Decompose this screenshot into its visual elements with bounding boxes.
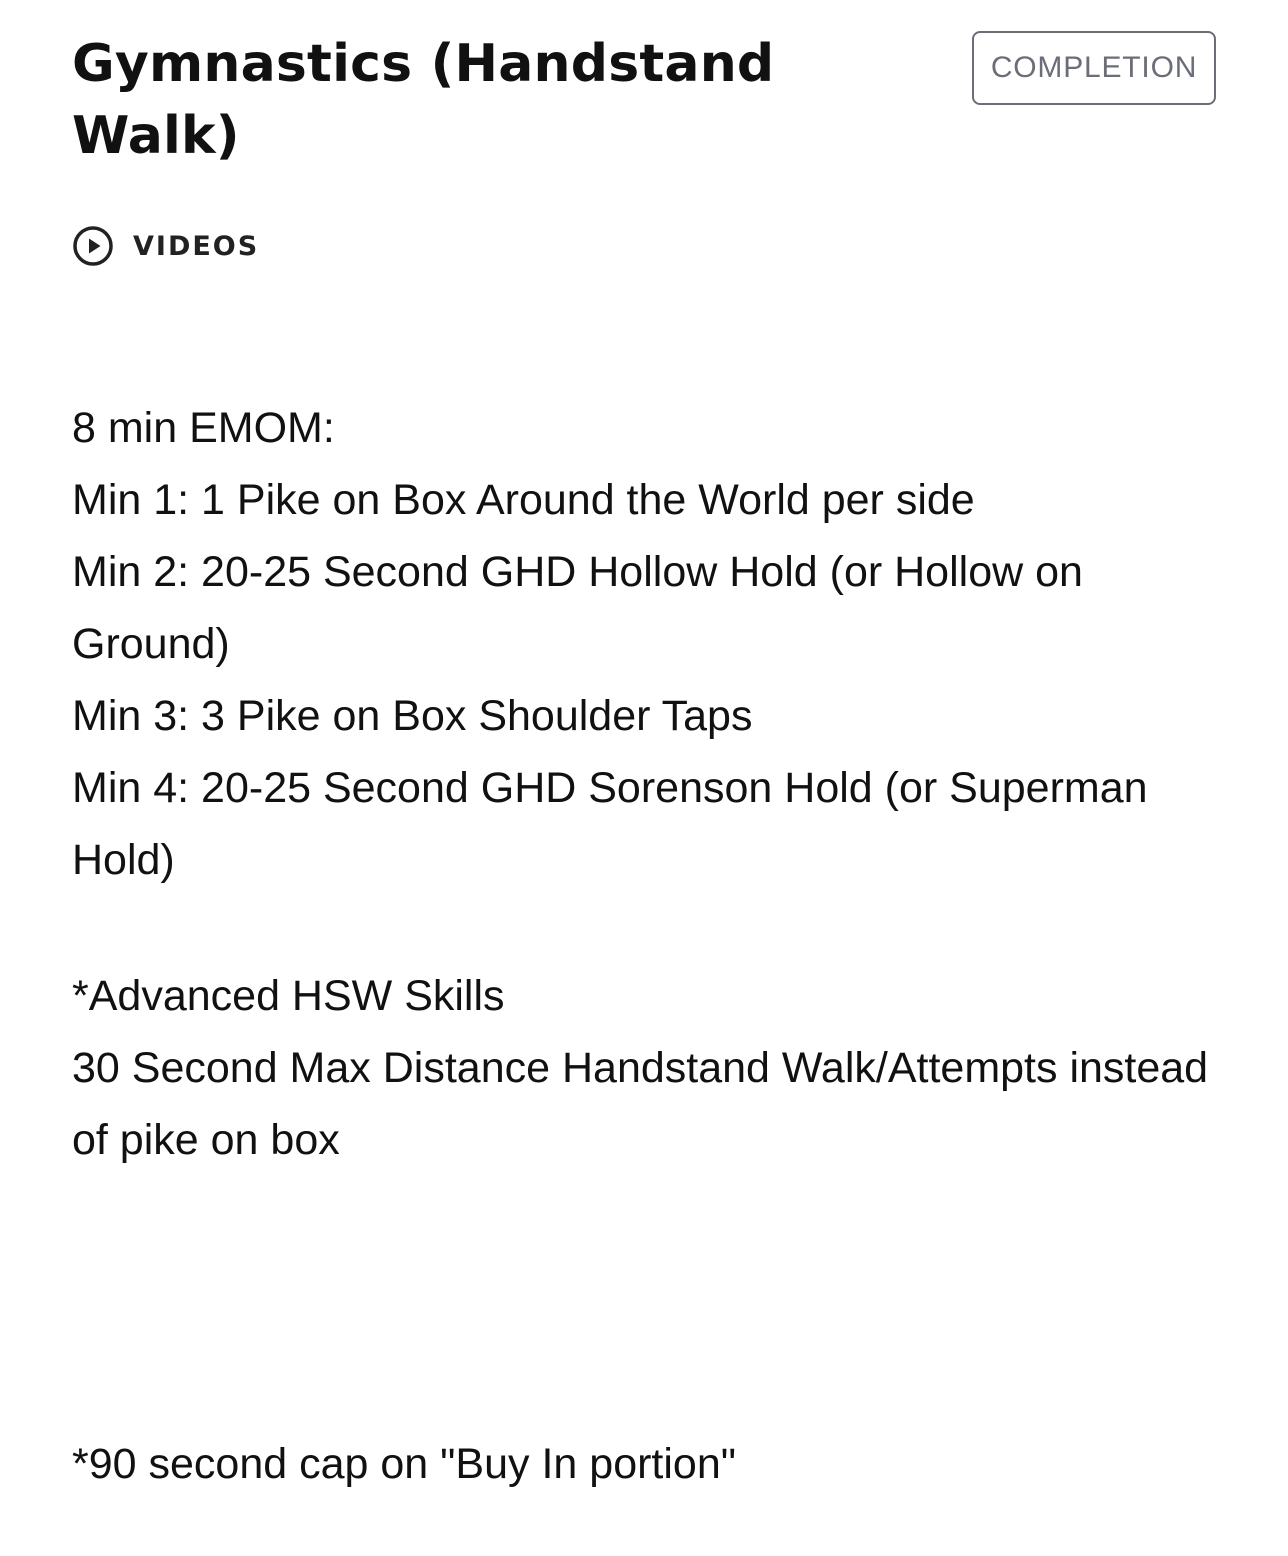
minute-4-line: Min 4: 20-25 Second GHD Sorenson Hold (or Superman Hold) <box>72 764 1148 884</box>
page-title: Gymnastics (Handstand Walk) <box>72 34 775 166</box>
advanced-description: 30 Second Max Distance Handstand Walk/Attempts instead of pike on box <box>72 1044 1209 1164</box>
cap-note: *90 second cap on "Buy In portion" <box>72 1440 737 1488</box>
minute-3-line: Min 3: 3 Pike on Box Shoulder Taps <box>72 692 753 740</box>
workout-description <box>72 392 1232 1176</box>
completion-button[interactable]: COMPLETION <box>972 31 1216 105</box>
emom-heading: 8 min EMOM: <box>72 404 335 452</box>
minute-1-line: Min 1: 1 Pike on Box Around the World per side <box>72 476 975 524</box>
spacer <box>72 896 1232 960</box>
advanced-heading: *Advanced HSW Skills <box>72 972 505 1020</box>
minute-2-line: Min 2: 20-25 Second GHD Hollow Hold (or Hollow on Ground) <box>72 548 1083 668</box>
videos-link[interactable] <box>72 224 259 268</box>
videos-label: VIDEOS <box>133 230 260 262</box>
play-circle-icon <box>72 225 114 267</box>
